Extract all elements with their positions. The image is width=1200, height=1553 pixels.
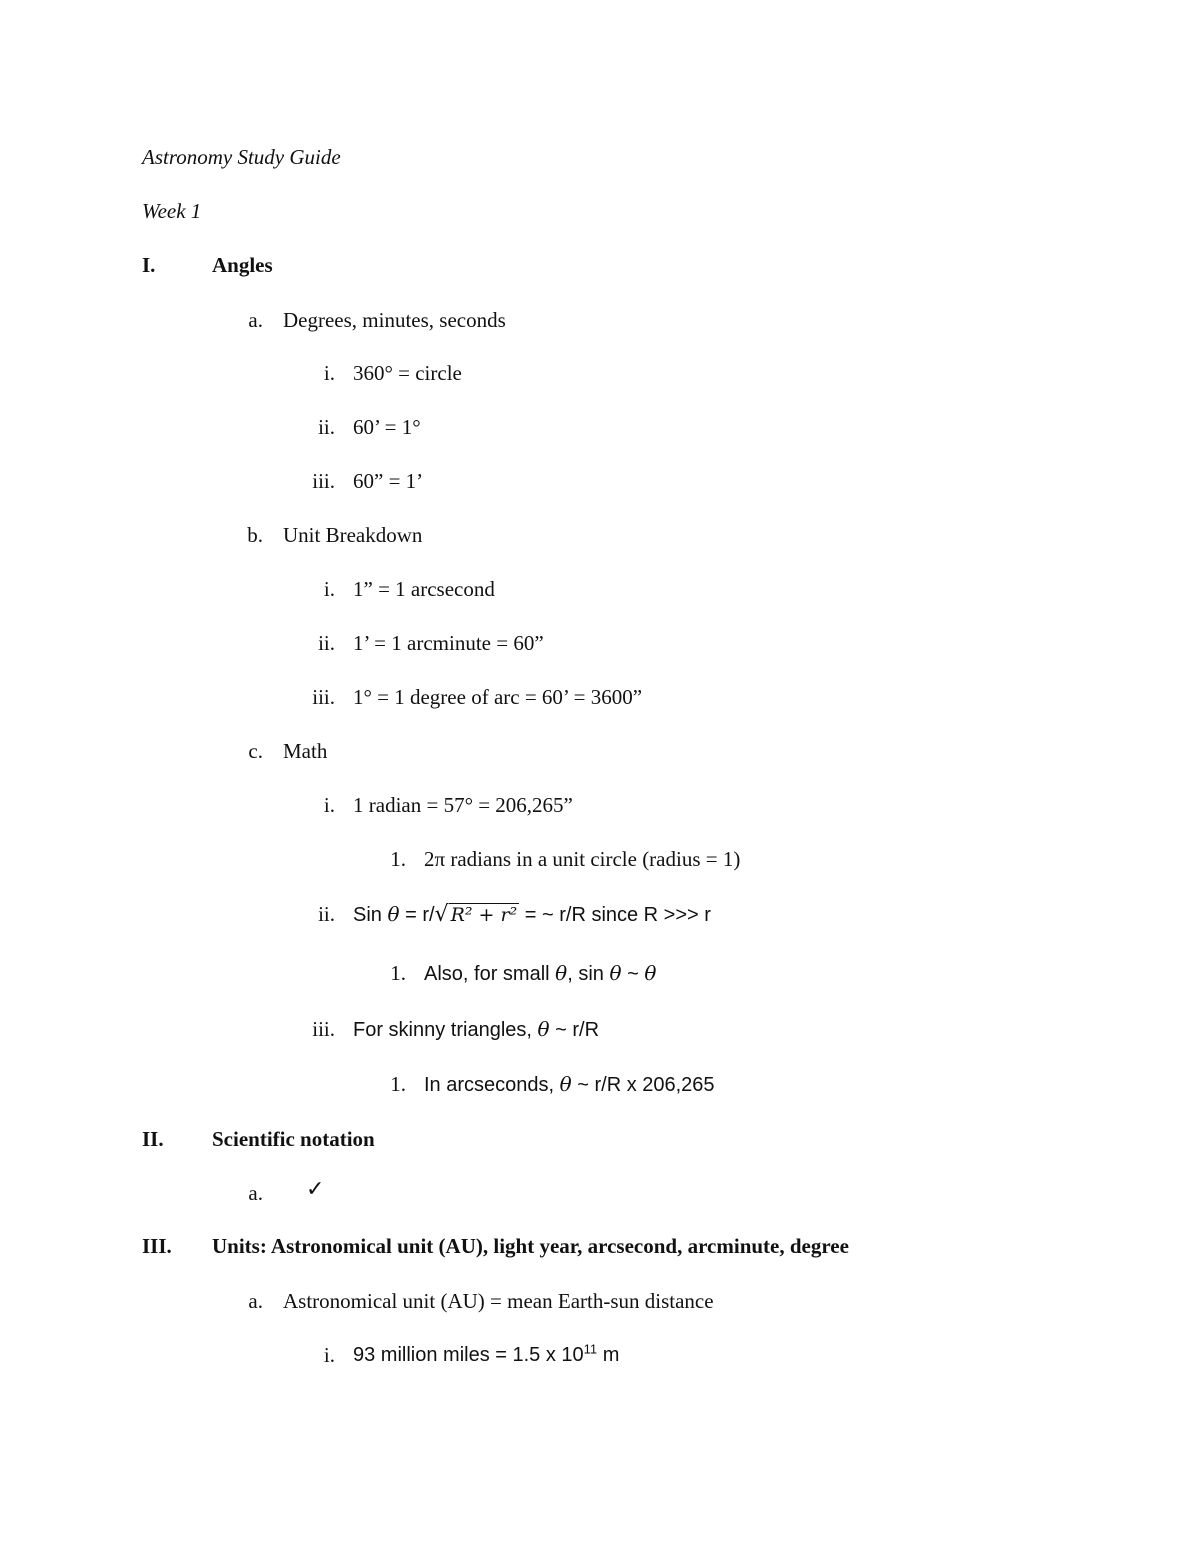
text-segment: In arcseconds, xyxy=(424,1074,555,1096)
tilde-symbol: ~ xyxy=(627,963,639,985)
item-text xyxy=(353,1341,619,1369)
section-heading: Scientific notation xyxy=(212,1127,375,1151)
item-marker: a. xyxy=(248,308,263,332)
section-heading: Units: Astronomical unit (AU), light year, arcsecond, arcminute, degree xyxy=(212,1234,849,1258)
formula-suffix: = ~ r/R since R >>> r xyxy=(524,904,711,926)
item-text: 60’ = 1° xyxy=(353,415,421,439)
item-marker: a. xyxy=(248,1289,263,1313)
item-text xyxy=(424,959,656,988)
text-segment: ~ r/R x 206,265 xyxy=(577,1074,715,1096)
item-marker: c. xyxy=(248,739,263,763)
item-marker: iii. xyxy=(312,469,335,493)
item-marker: 1. xyxy=(390,1072,406,1096)
item-marker: 1. xyxy=(390,961,406,985)
item-text: 60” = 1’ xyxy=(353,469,424,493)
item-marker: i. xyxy=(323,577,335,601)
item-marker: b. xyxy=(247,523,263,547)
item-text: Astronomical unit (AU) = mean Earth-sun distance xyxy=(283,1289,714,1313)
theta-symbol: θ xyxy=(609,961,622,985)
item-marker: ii. xyxy=(318,415,335,439)
text-segment: For skinny triangles, xyxy=(353,1019,532,1041)
formula-eq: = r/ xyxy=(405,904,435,926)
item-text: 1” = 1 arcsecond xyxy=(353,577,495,601)
week-label: Week 1 xyxy=(142,199,202,223)
text-segment: 93 million miles = 1.5 x 10 xyxy=(353,1344,584,1366)
section-marker: I. xyxy=(142,253,156,277)
section-marker: II. xyxy=(142,1127,164,1151)
checkmark-icon: ✓ xyxy=(306,1177,325,1202)
item-marker: a. xyxy=(248,1181,263,1205)
radicand: R² + r² xyxy=(450,904,518,926)
text-segment: Also, for small xyxy=(424,963,550,985)
item-text xyxy=(424,1070,715,1099)
theta-symbol: θ xyxy=(644,961,657,985)
item-marker: iii. xyxy=(312,1017,335,1041)
radical-sign: √ xyxy=(434,902,449,927)
formula-prefix: Sin xyxy=(353,904,382,926)
item-text: Degrees, minutes, seconds xyxy=(283,308,506,332)
item-text: 360° = circle xyxy=(353,361,462,385)
item-marker: ii. xyxy=(318,902,335,926)
unit-label: m xyxy=(597,1344,620,1366)
item-text xyxy=(353,1015,599,1044)
item-text: 1 radian = 57° = 206,265” xyxy=(353,793,573,817)
text-segment: , sin xyxy=(567,963,604,985)
theta-symbol: θ xyxy=(555,961,568,985)
item-marker: i. xyxy=(323,1343,335,1367)
section-heading: Angles xyxy=(212,253,273,277)
item-text: Unit Breakdown xyxy=(283,523,423,547)
exponent: 11 xyxy=(583,1341,598,1357)
document-title: Astronomy Study Guide xyxy=(142,145,341,169)
item-text: 2π radians in a unit circle (radius = 1) xyxy=(424,847,741,871)
formula-sine xyxy=(353,900,711,929)
item-marker: i. xyxy=(323,793,335,817)
section-marker: III. xyxy=(142,1234,172,1258)
item-marker: iii. xyxy=(312,685,335,709)
theta-symbol: θ xyxy=(559,1072,572,1096)
item-marker: i. xyxy=(323,361,335,385)
square-root-expression xyxy=(435,900,520,929)
theta-symbol: θ xyxy=(387,902,400,926)
text-segment: ~ r/R xyxy=(555,1019,600,1041)
item-marker: 1. xyxy=(390,847,406,871)
theta-symbol: θ xyxy=(537,1017,550,1041)
item-text: 1’ = 1 arcminute = 60” xyxy=(353,631,544,655)
item-text: 1° = 1 degree of arc = 60’ = 3600” xyxy=(353,685,643,709)
item-text: Math xyxy=(283,739,328,763)
item-marker: ii. xyxy=(318,631,335,655)
